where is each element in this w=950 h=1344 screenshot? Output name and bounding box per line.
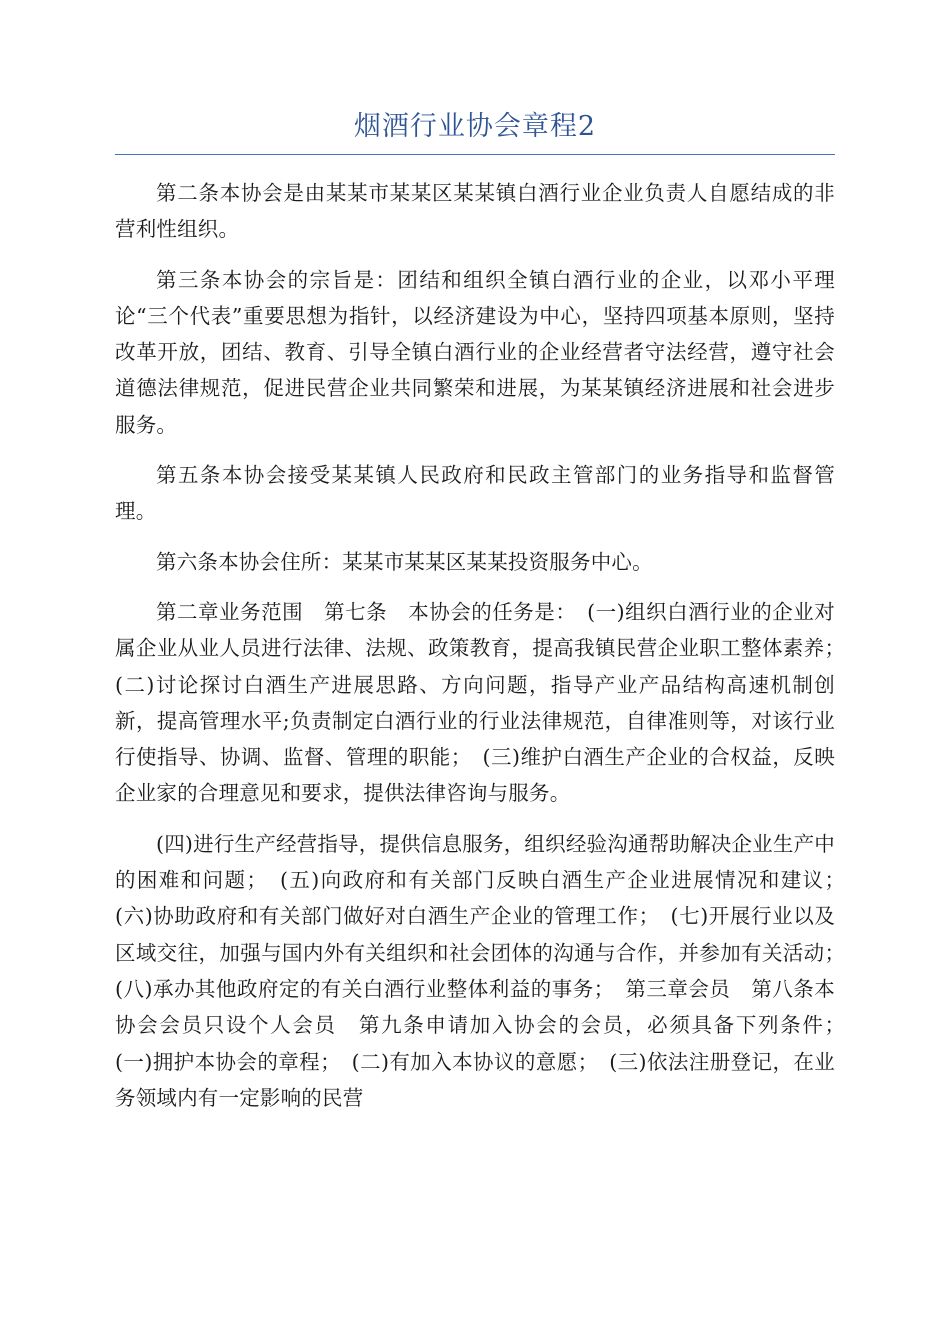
paragraph-article-5: 第五条本协会接受某某镇人民政府和民政主管部门的业务指导和监督管理。	[115, 463, 835, 524]
paragraph-article-2: 第二条本协会是由某某市某某区某某镇白酒行业企业负责人自愿结成的非营利性组织。	[115, 181, 835, 242]
paragraph-article-3: 第三条本协会的宗旨是：团结和组织全镇白酒行业的企业，以邓小平理论“三个代表”重要思想为指针，以经济建设为中心，坚持四项基本原则，坚持改革开放，团结、教育、引导全镇白酒行业的企业经营者守法经营，遵守社会道德法律规范，促进民营企业共同繁荣和进展，为某某镇经济进展和社会进步服务。	[115, 267, 835, 437]
paragraph-tasks-continued: (四)进行生产经营指导，提供信息服务，组织经验沟通帮助解决企业生产中的困难和问题； (五)向政府和有关部门反映白酒生产企业进展情况和建议； (六)协助政府和有关部门做好对白酒生产企业的管理工作； (七)开展行业以及区域交往，加强与国内外有关组织和社会团体的沟通与合作，并参加有关活动； (八)承办其他政府定的有关白酒行业整体利益的事务； 第三章会员 第八条本协会会员只设个人会员 第九条申请加入协会的会员，必须具备下列条件； (一)拥护本协会的章程； (二)有加入本协议的意愿； (三)依法注册登记，在业务领域内有一定影响的民营	[115, 831, 856, 1110]
paragraph-chapter-2: 第二章业务范围 第七条 本协会的任务是： (一)组织白酒行业的企业对属企业从业人员进行法律、法规、政策教育，提高我镇民营企业职工整体素养； (二)讨论探讨白酒生产进展思路、方向问题，指导产业产品结构高速机制创新，提高管理水平;负责制定白酒行业的行业法律规范，自律准则等，对该行业行使指导、协调、监督、管理的职能； (三)维护白酒生产企业的合权益，反映企业家的合理意见和要求，提供法律咨询与服务。	[115, 599, 856, 806]
document-title: 烟酒行业协会章程2	[353, 111, 597, 142]
document-page	[115, 108, 856, 1130]
paragraph-article-6: 第六条本协会住所：某某市某某区某某投资服务中心。	[156, 549, 653, 574]
title-underline	[115, 154, 835, 155]
